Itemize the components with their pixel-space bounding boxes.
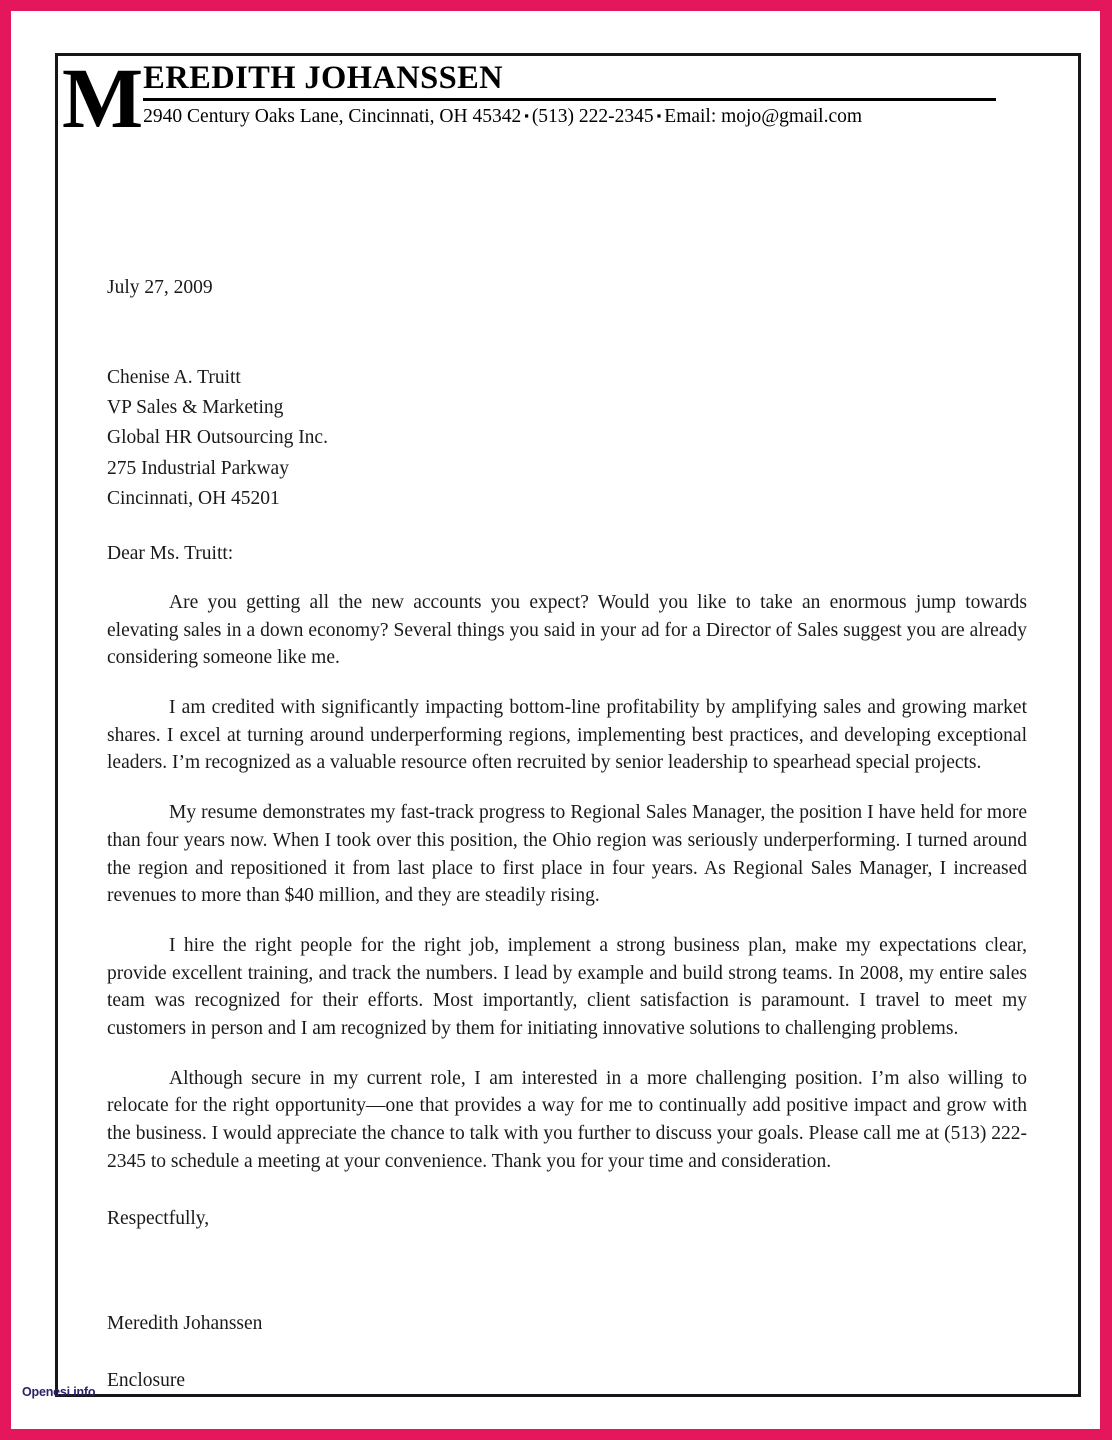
contact-separator-2: ▪ bbox=[656, 108, 662, 124]
letter-salutation: Dear Ms. Truitt: bbox=[107, 543, 234, 565]
site-watermark: Openesi.info bbox=[22, 1385, 96, 1399]
letter-paragraph-1: Are you getting all the new accounts you expect? Would you like to take an enormous jump towards elevating sales in a down economy? Several things you said in your ad for a Director of Sales suggest you are already considering someone like me. bbox=[107, 592, 1027, 669]
letter-paragraph-3: My resume demonstrates my fast-track progress to Regional Sales Manager, the position I have held for more than four years now. When I took over this position, the Ohio region was seriously underperforming. I turned around the region and repositioned it from last place to first place in four years. As Regional Sales Manager, I increased revenues to more than $40 million, and they are steadily rising. bbox=[107, 802, 1027, 907]
letter-paragraph-2: I am credited with significantly impacting bottom-line profitability by amplifying sales and growing market shares. I excel at turning around underperforming regions, implementing best practices, and developing exceptional leaders. I’m recognized as a valuable resource often recruited by senior leadership to spearhead special projects. bbox=[107, 697, 1027, 774]
letterhead-name: EREDITH JOHANSSEN bbox=[143, 60, 504, 96]
letter-date: July 27, 2009 bbox=[107, 277, 213, 298]
recipient-street: 275 Industrial Parkway bbox=[107, 457, 289, 479]
contact-address: 2940 Century Oaks Lane, Cincinnati, OH 45342 bbox=[143, 106, 522, 128]
recipient-city-state-zip: Cincinnati, OH 45201 bbox=[107, 487, 280, 509]
contact-separator-1: ▪ bbox=[524, 108, 529, 124]
recipient-company: Global HR Outsourcing Inc. bbox=[107, 427, 328, 449]
letterhead-divider-rule bbox=[143, 98, 996, 101]
letter-enclosure-note: Enclosure bbox=[107, 1370, 185, 1392]
letterhead-row bbox=[62, 50, 996, 146]
recipient-name: Chenise A. Truitt bbox=[107, 366, 241, 388]
letterhead-contact-line bbox=[143, 105, 996, 129]
letterhead-dropcap: M bbox=[62, 50, 143, 146]
recipient-address-block bbox=[107, 363, 1027, 514]
contact-phone: (513) 222-2345 bbox=[531, 106, 654, 128]
letter-paragraph-5: Although secure in my current role, I am interested in a more challenging position. I’m also willing to relocate for the right opportunity—one that provides a way for me to continually add positive impact and grow with the business. I would appreciate the chance to talk with you further to discuss your goals. Please call me at (513) 222-2345 to schedule a meeting at your convenience. Thank you for your time and consideration. bbox=[107, 1067, 1027, 1172]
contact-email: Email: mojo@gmail.com bbox=[664, 106, 863, 128]
letter-body bbox=[107, 276, 1027, 1394]
letterhead bbox=[62, 50, 996, 146]
letter-signature-name: Meredith Johanssen bbox=[107, 1313, 263, 1335]
letter-paragraph-4: I hire the right people for the right job, implement a strong business plan, make my expectations clear, provide excellent training, and track the numbers. I lead by example and build strong teams. In 2008, my entire sales team was recognized for their efforts. Most importantly, client satisfaction is paramount. I travel to meet my customers in person and I am recognized by them for initiating innovative solutions to challenging problems. bbox=[107, 934, 1027, 1039]
recipient-title: VP Sales & Marketing bbox=[107, 397, 284, 419]
letter-closing: Respectfully, bbox=[107, 1208, 210, 1230]
letterhead-text-block bbox=[142, 61, 996, 130]
